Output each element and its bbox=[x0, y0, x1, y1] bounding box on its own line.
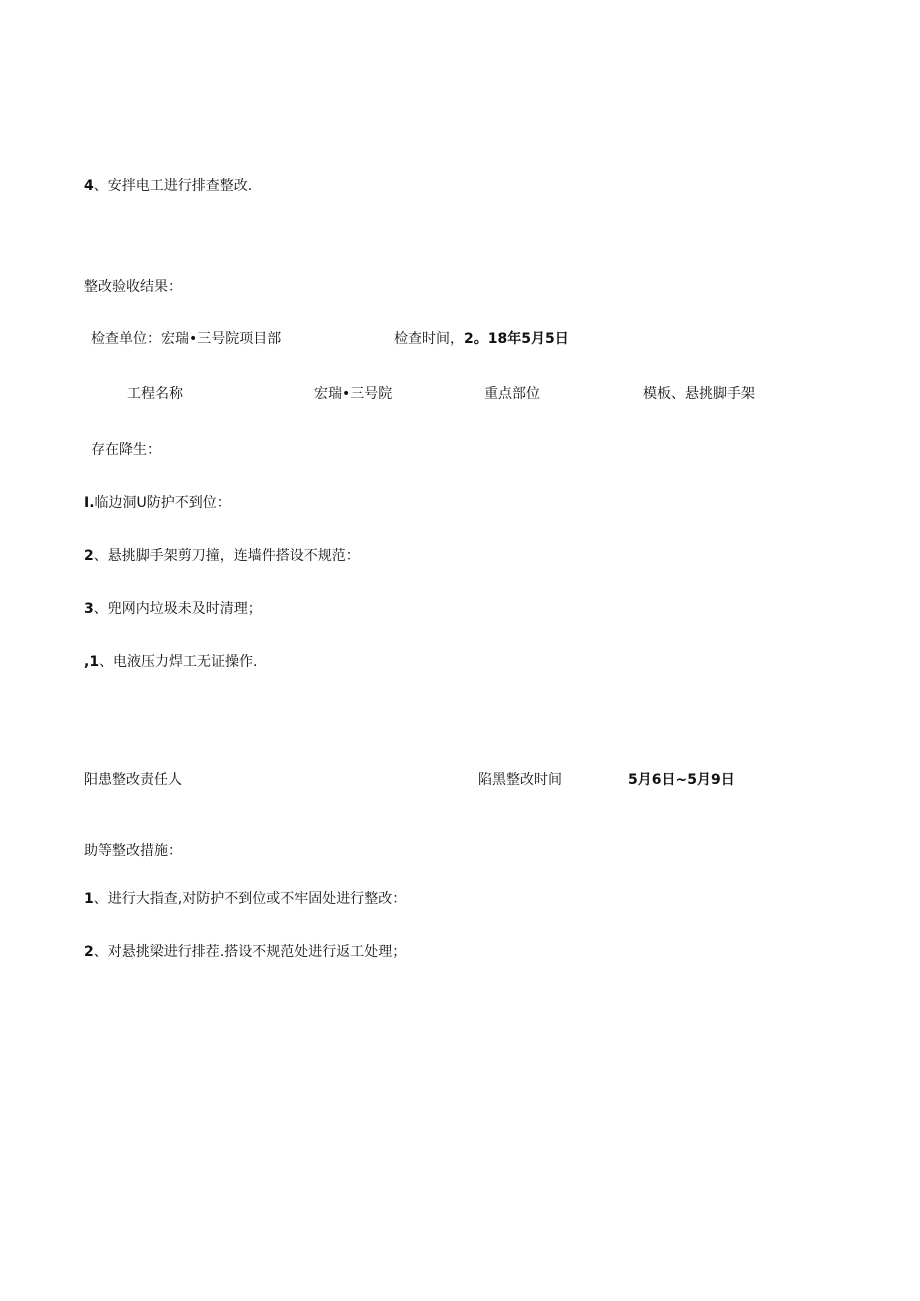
previous-measure-item-4 bbox=[84, 177, 252, 195]
issue-text: 、悬挑脚手架剪刀撞，连墙件搭设不规范： bbox=[93, 548, 360, 564]
measure-number: 2 bbox=[84, 944, 94, 960]
issue-number: I. bbox=[84, 495, 95, 511]
issue-item bbox=[84, 494, 231, 512]
measure-item bbox=[84, 890, 406, 908]
measure-text: 、对悬挑梁进行排茬.搭设不规范处进行返工处理； bbox=[93, 944, 407, 960]
key-part-value: 模板、悬挑脚手架 bbox=[643, 386, 755, 402]
project-name-label: 工程名称 bbox=[127, 386, 183, 402]
measure-item bbox=[84, 943, 406, 961]
key-part-label: 重点部位 bbox=[484, 386, 540, 402]
issue-item bbox=[84, 600, 262, 618]
issue-item bbox=[84, 547, 360, 565]
inspection-unit: 检查单位：宏瑞•三号院项目部 bbox=[91, 331, 282, 347]
inspection-time-value: 2。18年5月5日 bbox=[464, 331, 569, 347]
project-name-value: 宏瑞•三号院 bbox=[314, 386, 393, 402]
issue-number: ,1 bbox=[84, 654, 100, 670]
issue-number: 2 bbox=[84, 548, 94, 564]
inspection-time-label: 检查时间， bbox=[394, 331, 464, 347]
issue-text: 临边洞U防护不到位： bbox=[94, 495, 231, 511]
inspection-time bbox=[394, 330, 569, 348]
issue-number: 3 bbox=[84, 601, 94, 617]
result-heading: 整改验收结果： bbox=[84, 279, 182, 295]
item-text: 、安拌电工进行排查整改. bbox=[93, 178, 253, 194]
rectification-time-label: 陷黑整改时间 bbox=[478, 772, 562, 788]
issue-text: 、兜网内垃圾未及时清理； bbox=[93, 601, 262, 617]
issue-text: 、电液压力焊工无证操作. bbox=[99, 654, 258, 670]
rectification-time-value: 5月6日~5月9日 bbox=[628, 772, 735, 788]
measures-heading: 助等整改措施： bbox=[84, 843, 182, 859]
responsible-person-label: 阳患整改责任人 bbox=[84, 772, 182, 788]
issues-heading: 存在降生： bbox=[91, 442, 161, 458]
item-number: 4 bbox=[84, 178, 94, 194]
measure-text: 、进行大指查,对防护不到位或不牢固处进行整改： bbox=[93, 891, 407, 907]
issue-item bbox=[84, 653, 258, 671]
measure-number: 1 bbox=[84, 891, 94, 907]
